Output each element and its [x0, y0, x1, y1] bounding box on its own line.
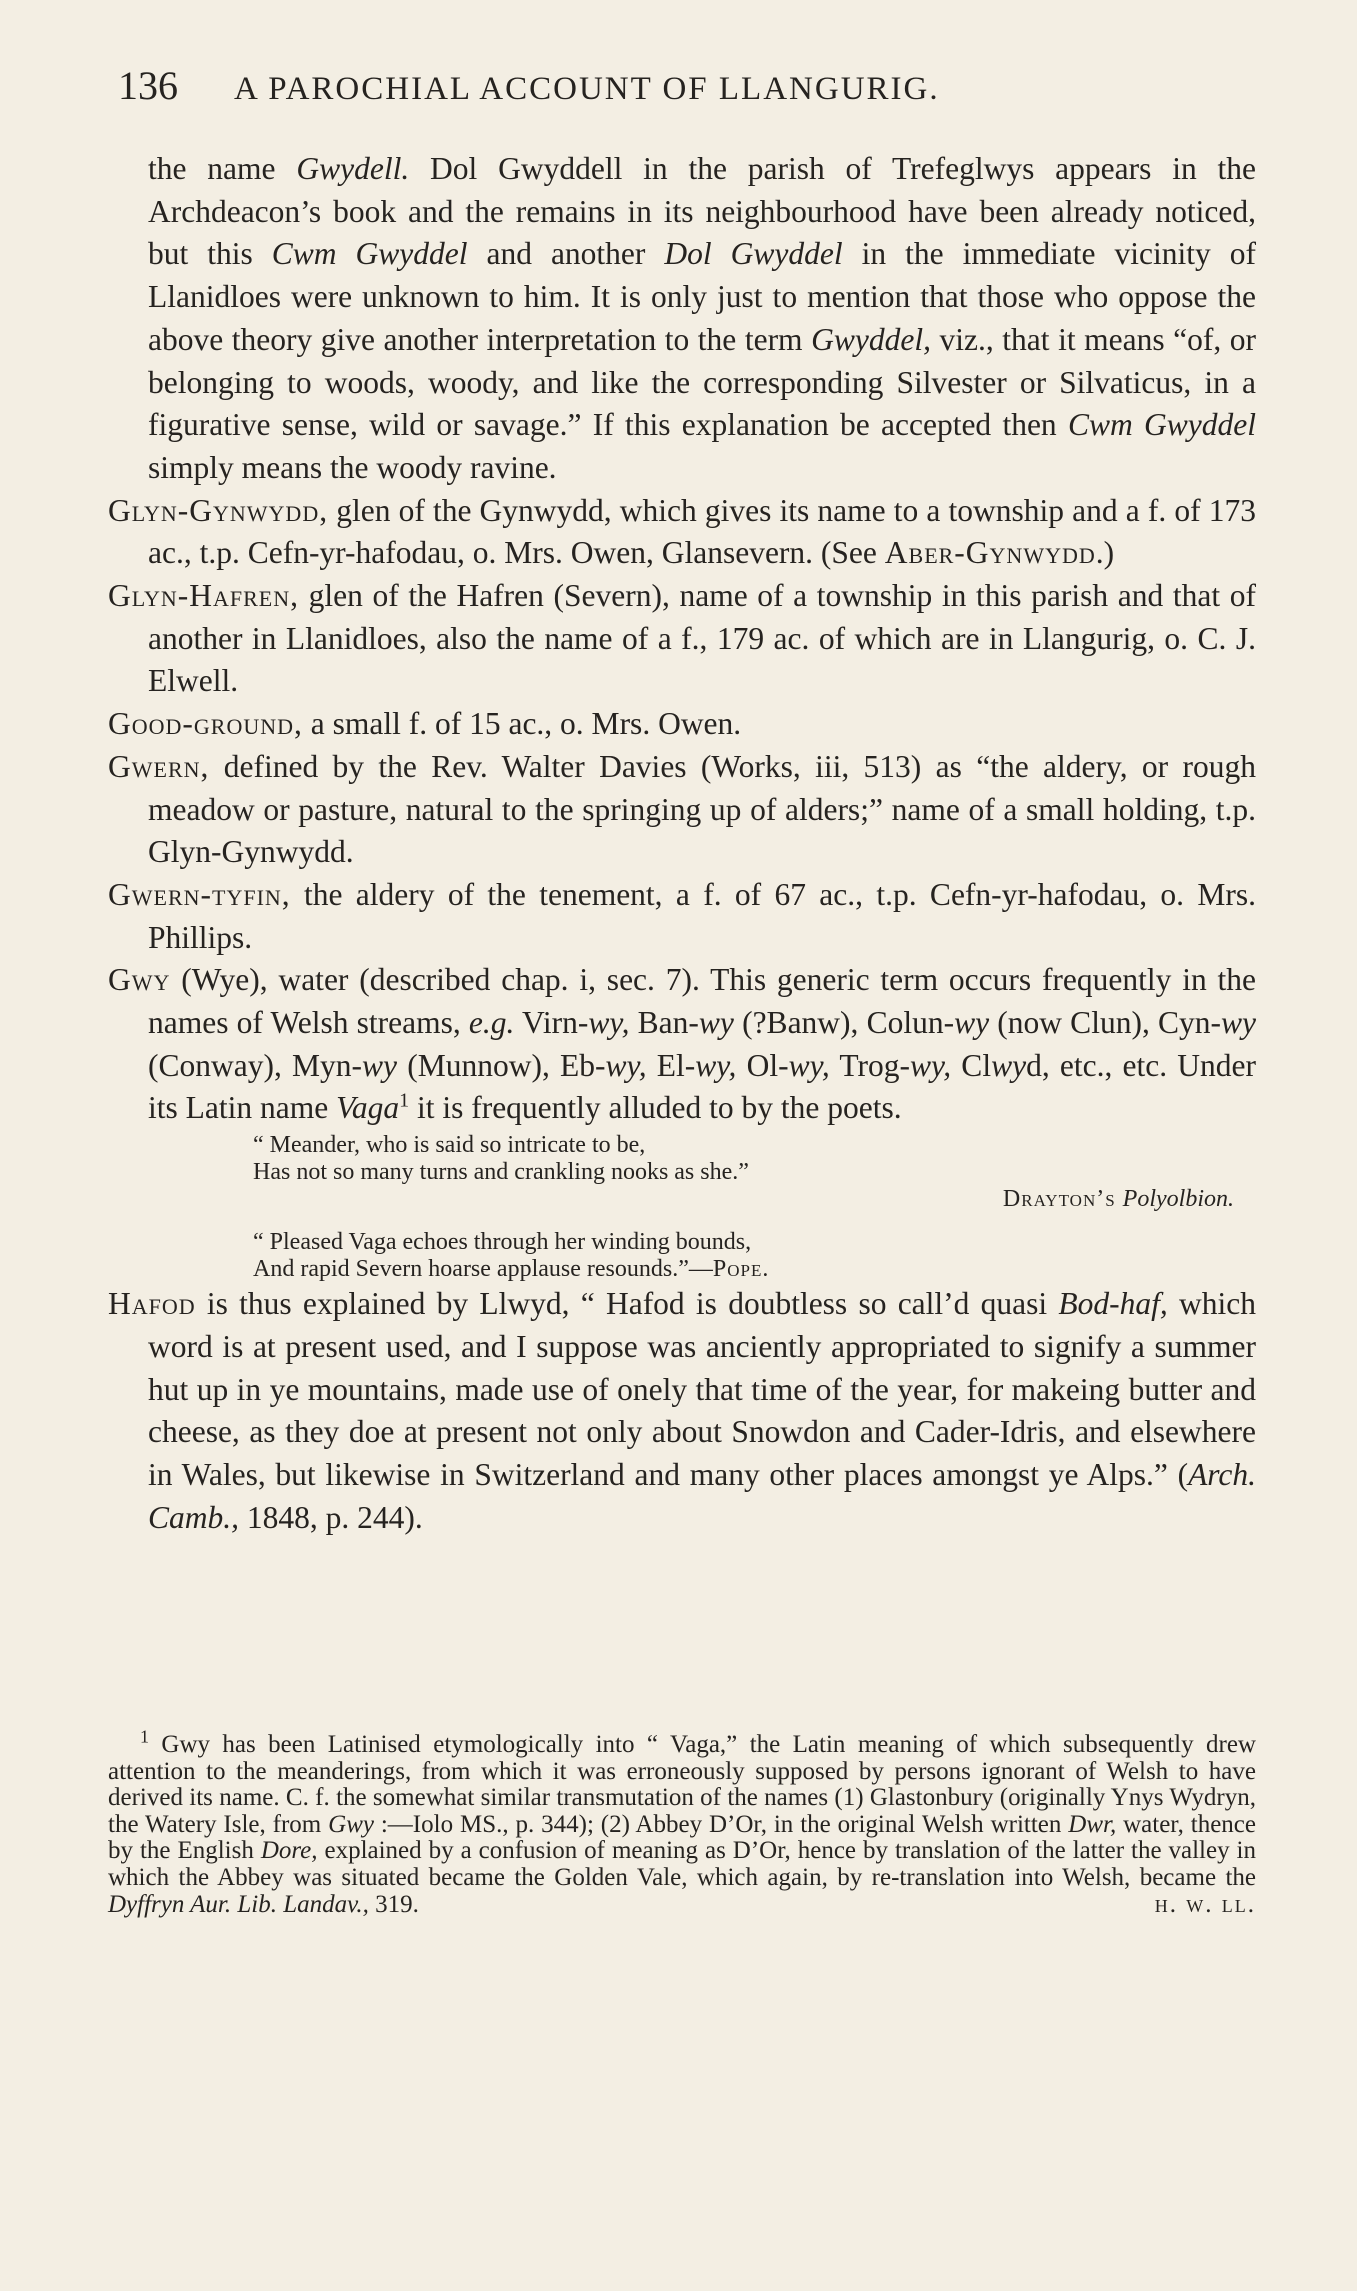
- italic-run: Dyffryn Aur. Lib. Landav.,: [108, 1890, 369, 1918]
- attribution-author: Pope.: [712, 1256, 770, 1283]
- footnote-number: 1: [140, 1726, 149, 1747]
- entry-headword: Gwern,: [108, 748, 210, 784]
- italic-run: wy: [954, 1005, 990, 1041]
- attribution-work: Polyolbion.: [1122, 1186, 1234, 1213]
- italic-run: wy,: [605, 1047, 647, 1083]
- page-number: 136: [118, 63, 178, 108]
- text-run: defined by the Rev. Walter Davies (Works, iii, 513) as “the aldery, or rough meadow or pasture, natural to the springing up of alders;” name of a small holding, t.p. Glyn-Gynwydd.: [148, 748, 1256, 870]
- text-run: (Wye), water (described chap. i, sec. 7). This generic term occurs frequently in the names of Welsh streams,: [148, 962, 1256, 1041]
- text-run: Gwy has been Latinised etymologically into “ Vaga,” the Latin meaning of which subsequently drew attention to the meanderings, from which it was erroneously supposed by persons ignorant of Welsh to have derived its name. C. f. the somewhat similar transmutation of the names (1) Glastonbury (originally Ynys Wydryn, the Watery Isle, from: [108, 1731, 1256, 1838]
- italic-run: Vaga: [336, 1090, 400, 1126]
- text-run: which word is at present used, and I suppose was anciently appropriated to signify a summer hut up in ye mountains, made use of onely that time of the year, for makeing butter and cheese, as they doe at present not only about Snowdon and Cader-Idris, and elsewhere in Wales, but likewise in Switzerland and many other places amongst ye Alps.” (: [148, 1286, 1256, 1492]
- italic-run: wy,: [588, 1005, 630, 1041]
- continuation-paragraph: [148, 148, 1256, 490]
- italic-run: wy,: [909, 1047, 952, 1083]
- text-run: the aldery of the tenement, a f. of 67 ac., t.p. Cefn-yr-hafodau, o. Mrs. Phillips.: [148, 876, 1256, 955]
- footnote: [108, 1726, 1256, 1918]
- italic-run: wy: [991, 1047, 1027, 1083]
- verse-line: [253, 1256, 1256, 1283]
- text-run: (Conway), Myn-: [148, 1047, 363, 1083]
- italic-run: wy: [362, 1047, 398, 1083]
- text-run: (Munnow), Eb-: [397, 1047, 606, 1083]
- text-run: in the immediate vicinity of Llanidloes were unknown to him. It is only just to mention that those who oppose the above theory give another interpretation to the term: [148, 236, 1256, 357]
- quote-attribution: [253, 1186, 1256, 1213]
- italic-run: Dwr,: [1068, 1810, 1117, 1838]
- text-run: is thus explained by Llwyd, “ Hafod is doubtless so call’d quasi: [195, 1286, 1059, 1322]
- text-run: Ban-: [629, 1005, 699, 1041]
- entry-headword: Good-ground,: [108, 706, 303, 742]
- text-run: explained by a confusion of meaning as D’Or, hence by translation of the latter the valley in which the Abbey was situated became the Golden Vale, which again, by re-translation into Welsh, became the: [108, 1837, 1256, 1891]
- italic-run: e.g.: [468, 1005, 515, 1041]
- entry-headword: Gwy: [108, 962, 171, 998]
- entry-headword: Gwern-tyfin,: [108, 876, 291, 912]
- entry-headword: Glyn-Hafren,: [108, 578, 299, 614]
- italic-run: wy,: [788, 1047, 830, 1083]
- entry-headword: Hafod: [108, 1286, 196, 1322]
- entry-gwern-tyfin: [108, 874, 1256, 959]
- italic-run: Arch. Camb.,: [148, 1456, 1256, 1535]
- entry-gwy: [108, 959, 1256, 1130]
- text-run: 1848, p. 244).: [239, 1499, 423, 1535]
- text-run: d, etc., etc. Under its Latin name: [148, 1047, 1257, 1126]
- verse-quote-drayton: [253, 1132, 1256, 1283]
- text-run: Dol Gwyddell in the parish of Trefeglwys appears in the Archdeacon’s book and the remains in its neighbourhood have been already noticed, but this: [148, 151, 1256, 272]
- main-text: [108, 148, 1256, 1539]
- footnote-marker: 1: [399, 1089, 410, 1112]
- text-run: the name: [148, 151, 297, 186]
- italic-run: Cwm Gwyddel: [1067, 407, 1256, 443]
- text-run: it is frequently alluded to by the poets.: [409, 1090, 902, 1126]
- text-run: water, thence by the English: [108, 1810, 1256, 1865]
- italic-run: Cwm Gwyddel: [271, 236, 468, 272]
- italic-run: Gwy: [328, 1810, 374, 1838]
- text-run: El-: [646, 1047, 696, 1083]
- running-header: [118, 62, 1238, 109]
- verse-line: “ Meander, who is said so intricate to be,: [253, 1132, 646, 1159]
- text-run: (now Clun), Cyn-: [989, 1005, 1221, 1041]
- running-title: A PAROCHIAL ACCOUNT OF LLANGURIG.: [234, 71, 940, 107]
- text-run: .): [1095, 535, 1115, 571]
- entry-gwern: [108, 746, 1256, 874]
- italic-run: wy: [1221, 1005, 1256, 1041]
- text-run: 319.: [368, 1890, 419, 1918]
- entry-headword: Glyn-Gynwydd,: [108, 492, 329, 528]
- text-run: Cl: [951, 1047, 992, 1083]
- text-run: viz., that it means “of, or belonging to woods, woody, and like the corresponding Silvester or Silvaticus, in a figurative sense, wild or savage.” If this explanation be accepted then: [148, 321, 1257, 443]
- italic-run: Dol Gwyddel: [664, 236, 843, 272]
- text-run: :—Iolo MS., p. 344); (2) Abbey D’Or, in the original Welsh written: [373, 1810, 1069, 1838]
- footnote-text: [108, 1726, 1256, 1918]
- text-run: a small f. of 15 ac., o. Mrs. Owen.: [302, 706, 742, 742]
- verse-line: “ Pleased Vaga echoes through her winding bounds,: [253, 1229, 752, 1256]
- italic-run: wy: [698, 1005, 734, 1041]
- italic-run: Dore,: [260, 1837, 318, 1865]
- text-run: Virn-: [514, 1005, 589, 1041]
- text-run: glen of the Gynwydd, which gives its name to a township and a f. of 173 ac., t.p. Cefn-yr-hafodau, o. Mrs. Owen, Glansevern. (See: [148, 492, 1256, 571]
- entry-glyn-gynwydd: [108, 490, 1256, 575]
- entry-hafod: [108, 1283, 1256, 1539]
- spacer: [253, 1213, 1256, 1229]
- text-run: glen of the Hafren (Severn), name of a township in this parish and that of another in Llanidloes, also the name of a f., 179 ac. of which are in Llangurig, o. C. J. Elwell.: [148, 578, 1256, 699]
- verse-line: Has not so many turns and crankling nooks as she.”: [253, 1159, 749, 1186]
- italic-run: Gwydell.: [296, 151, 410, 186]
- text-run: And rapid Severn hoarse applause resounds.”—: [253, 1256, 713, 1283]
- attribution-author: Drayton’s: [1002, 1186, 1123, 1213]
- text-run: Ol-: [736, 1047, 789, 1083]
- italic-run: wy,: [695, 1047, 737, 1083]
- text-run: and another: [467, 236, 665, 272]
- entry-glyn-hafren: [108, 575, 1256, 703]
- text-run: Trog-: [829, 1047, 910, 1083]
- cross-reference: Aber-Gynwydd: [884, 535, 1096, 571]
- text-run: simply means the woody ravine.: [148, 449, 557, 485]
- text-run: (?Banw), Colun-: [733, 1005, 955, 1041]
- footnote-signature: h. w. ll.: [1154, 1890, 1256, 1918]
- italic-run: Bod-haf,: [1058, 1286, 1168, 1322]
- entry-good-ground: [108, 703, 1256, 746]
- italic-run: Gwyddel,: [811, 321, 931, 357]
